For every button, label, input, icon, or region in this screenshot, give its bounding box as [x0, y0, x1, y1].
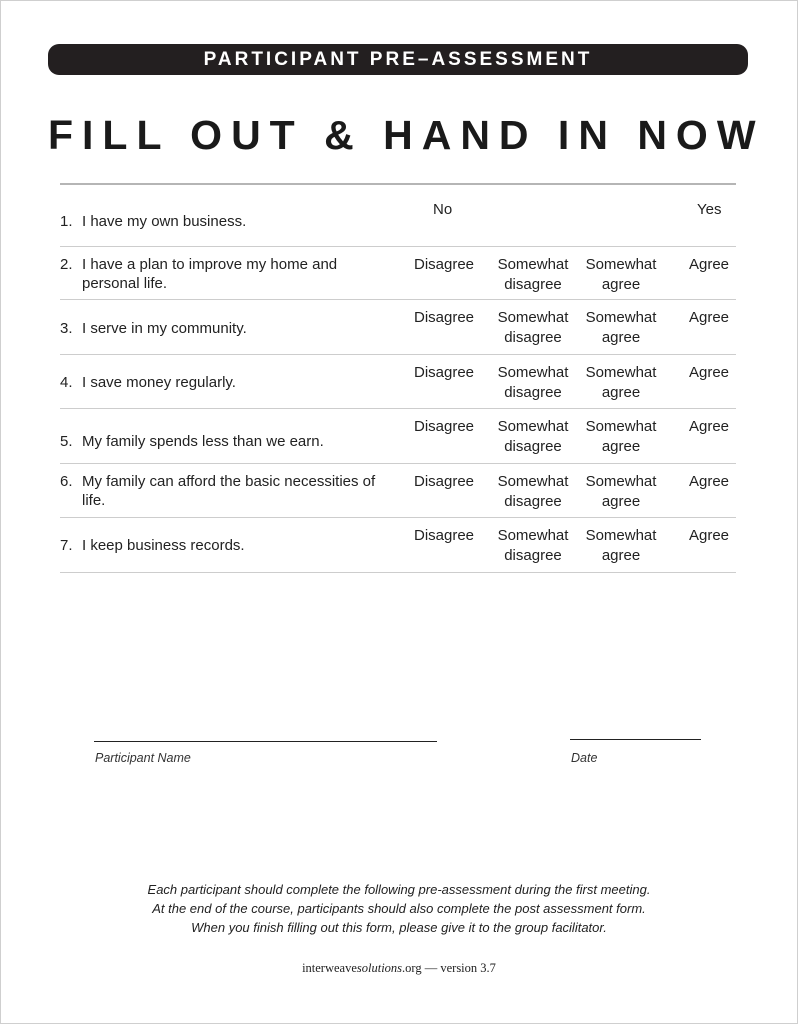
question-row-7 — [60, 518, 736, 573]
question-text: I save money regularly. — [82, 374, 236, 391]
page-headline: FILL OUT & HAND IN NOW — [48, 112, 765, 158]
option-somewhat-agree[interactable] — [576, 472, 666, 512]
question-number: 2. — [60, 256, 73, 273]
option-somewhat-agree[interactable] — [576, 526, 666, 566]
question-text: I keep business records. — [82, 537, 245, 554]
option-label: agree — [601, 493, 641, 510]
question-row-5 — [60, 409, 736, 464]
option-label: Disagree — [413, 364, 475, 381]
option-disagree[interactable] — [399, 308, 489, 328]
instruction-line: At the end of the course, participants should also complete the post assessment form. — [152, 901, 646, 916]
option-agree[interactable] — [664, 363, 754, 383]
question-row-3 — [60, 300, 736, 355]
option-somewhat-agree[interactable] — [576, 255, 666, 295]
option-label: Somewhat — [497, 527, 569, 544]
question-row-2 — [60, 247, 736, 300]
question-6 — [60, 472, 390, 510]
question-number: 5. — [60, 433, 73, 450]
footer-site-plain: interweave — [302, 961, 357, 975]
footer-site-italic: solutions — [356, 961, 403, 975]
question-text: I have a plan to improve my home and personal life. — [82, 256, 338, 292]
question-5 — [60, 432, 390, 451]
option-label: Somewhat — [497, 418, 569, 435]
question-4 — [60, 373, 390, 392]
scale-no-label: No — [433, 201, 453, 218]
option-label: agree — [601, 329, 641, 346]
question-number: 6. — [60, 473, 73, 490]
option-label: Agree — [688, 256, 730, 273]
question-text: I serve in my community. — [82, 320, 247, 337]
option-label: Somewhat — [497, 309, 569, 326]
option-label: Agree — [688, 418, 730, 435]
option-label: Disagree — [413, 473, 475, 490]
question-row-6 — [60, 464, 736, 518]
option-label: disagree — [504, 329, 562, 346]
option-agree[interactable] — [664, 417, 754, 437]
option-somewhat-agree[interactable] — [576, 308, 666, 348]
question-2 — [60, 255, 390, 293]
option-label: Somewhat — [585, 473, 657, 490]
option-disagree[interactable] — [399, 417, 489, 437]
scale-yes-label: Yes — [697, 201, 722, 218]
option-agree[interactable] — [664, 472, 754, 492]
option-somewhat-agree[interactable] — [576, 363, 666, 403]
question-number: 4. — [60, 374, 73, 391]
instruction-line: Each participant should complete the following pre-assessment during the first meeting. — [147, 882, 651, 897]
question-3 — [60, 319, 390, 338]
question-number: 7. — [60, 537, 73, 554]
option-label: Disagree — [413, 256, 475, 273]
footer — [0, 961, 798, 976]
option-label: Agree — [688, 527, 730, 544]
participant-name-line[interactable] — [94, 741, 437, 742]
option-somewhat-disagree[interactable] — [488, 472, 578, 512]
instruction-line: When you finish filling out this form, please give it to the group facilitator. — [191, 920, 607, 935]
option-disagree[interactable] — [399, 363, 489, 383]
question-row-1 — [60, 186, 736, 247]
question-7 — [60, 536, 390, 555]
date-line[interactable] — [570, 739, 701, 740]
option-label: disagree — [504, 493, 562, 510]
option-label: Somewhat — [585, 364, 657, 381]
option-disagree[interactable] — [399, 526, 489, 546]
top-rule — [60, 183, 736, 185]
option-somewhat-disagree[interactable] — [488, 526, 578, 566]
option-agree[interactable] — [664, 255, 754, 275]
option-agree[interactable] — [664, 526, 754, 546]
option-label: Somewhat — [585, 527, 657, 544]
option-label: Disagree — [413, 418, 475, 435]
option-label: Somewhat — [497, 256, 569, 273]
question-number: 1. — [60, 213, 73, 230]
date-label: Date — [571, 751, 598, 765]
option-label: disagree — [504, 384, 562, 401]
banner-title: PARTICIPANT PRE–ASSESSMENT — [203, 48, 593, 70]
option-label: disagree — [504, 547, 562, 564]
option-label: Disagree — [413, 527, 475, 544]
option-somewhat-disagree[interactable] — [488, 417, 578, 457]
footer-site-tail: .org — version 3.7 — [402, 961, 496, 975]
option-label: agree — [601, 276, 641, 293]
form-banner — [48, 44, 748, 75]
option-label: disagree — [504, 276, 562, 293]
option-label: Agree — [688, 309, 730, 326]
question-number: 3. — [60, 320, 73, 337]
question-text: My family can afford the basic necessities of life. — [82, 473, 376, 509]
instructions — [0, 880, 798, 937]
option-label: Disagree — [413, 309, 475, 326]
question-text: I have my own business. — [82, 213, 247, 230]
option-label: disagree — [504, 438, 562, 455]
option-disagree[interactable] — [399, 472, 489, 492]
question-text: My family spends less than we earn. — [82, 433, 324, 450]
question-row-4 — [60, 355, 736, 409]
option-somewhat-disagree[interactable] — [488, 255, 578, 295]
option-disagree[interactable] — [399, 255, 489, 275]
option-label: Agree — [688, 473, 730, 490]
option-label: Agree — [688, 364, 730, 381]
option-label: Somewhat — [497, 473, 569, 490]
option-label: agree — [601, 438, 641, 455]
option-somewhat-disagree[interactable] — [488, 363, 578, 403]
option-label: Somewhat — [585, 256, 657, 273]
option-label: Somewhat — [497, 364, 569, 381]
option-agree[interactable] — [664, 308, 754, 328]
option-label: agree — [601, 384, 641, 401]
option-label: Somewhat — [585, 418, 657, 435]
question-1 — [60, 212, 390, 231]
option-somewhat-disagree[interactable] — [488, 308, 578, 348]
option-label: agree — [601, 547, 641, 564]
option-somewhat-agree[interactable] — [576, 417, 666, 457]
option-label: Somewhat — [585, 309, 657, 326]
participant-name-label: Participant Name — [95, 751, 191, 765]
